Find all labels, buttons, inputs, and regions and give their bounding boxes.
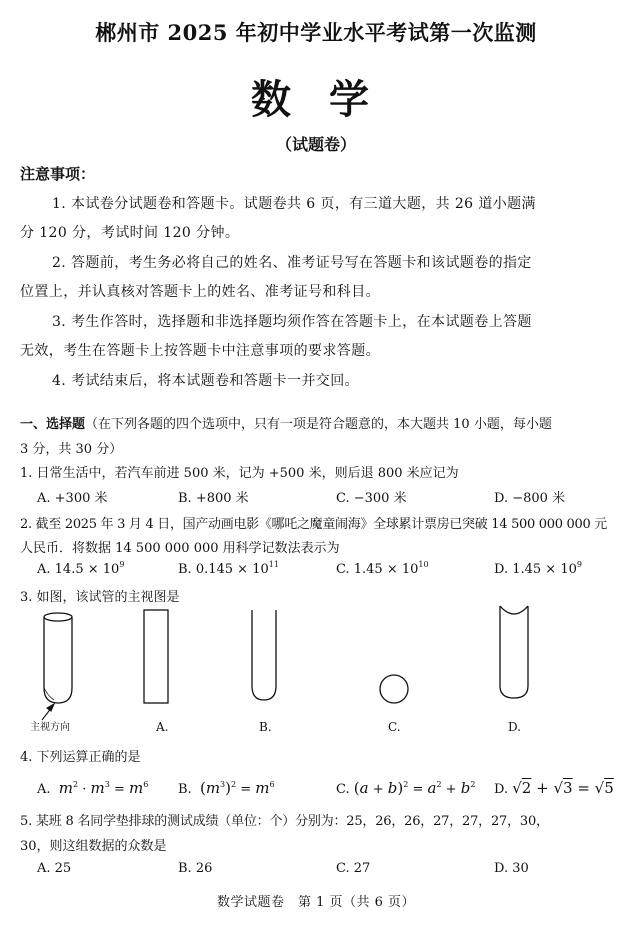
q1-option-c: C. −300 米 <box>336 491 407 506</box>
q5-option-b: B. 26 <box>178 861 213 876</box>
section-description: （在下列各题的四个选项中，只有一项是符合题意的，本大题共 10 小题，每小题 <box>85 417 552 432</box>
option-c-circle-view <box>374 672 414 708</box>
option-b-tube-view <box>244 606 284 706</box>
q2-option-a: A. $14.5 \times 10^9$ <box>37 560 125 577</box>
notice-line: 位置上，并认真核对答题卡上的姓名、准考证号和科目。 <box>20 284 380 300</box>
q4-option-c: C. $(a + b)^2 = a^2 + b^2$ <box>336 779 476 797</box>
option-d-tube-with-rim-view <box>494 600 534 704</box>
notice-line: 1. 本试卷分试题卷和答题卡。试题卷共 6 页，有三道大题，共 26 道小题满 <box>52 196 536 212</box>
q5-option-c: C. 27 <box>336 861 371 876</box>
q1-option-b: B. +800 米 <box>178 491 249 506</box>
question-2-stem: 2. 截至 2025 年 3 月 4 日，国产动画电影《哪吒之魔童闹海》全球累计票房已突破 14 500 000 000 元 <box>20 517 607 532</box>
section-description-cont: 3 分，共 30 分） <box>20 442 123 457</box>
subject-title: 数 学 <box>251 77 381 123</box>
exam-title: 郴州市 2025 年初中学业水平考试第一次监测 <box>95 20 537 45</box>
section-heading <box>20 413 552 432</box>
q2-option-b: B. $0.145 \times 10^{11}$ <box>178 560 279 577</box>
question-4-stem: 4. 下列运算正确的是 <box>20 750 141 765</box>
question-5-stem-cont: 30，则这组数据的众数是 <box>20 839 167 854</box>
q3-option-a-label: A. <box>156 720 169 734</box>
page-footer: 数学试题卷 第 1 页（共 6 页） <box>216 895 416 910</box>
q2-option-d: D. $1.45 \times 10^9$ <box>494 560 582 577</box>
q1-option-a: A. +300 米 <box>37 491 108 506</box>
q5-option-d: D. 30 <box>494 861 529 876</box>
q4-option-d: D. √2 + √3 = √5 <box>494 779 614 797</box>
q4-option-a: A. $m^2 \cdot m^3 = m^6$ <box>37 779 149 797</box>
question-3-stem: 3. 如图，该试管的主视图是 <box>20 590 180 605</box>
q1-option-d: D. −800 米 <box>494 491 566 506</box>
notice-line: 2. 答题前，考生务必将自己的姓名、准考证号写在答题卡和该试题卷的指定 <box>52 255 532 271</box>
q4-option-b: B. $(m^3)^2 = m^6$ <box>178 779 275 797</box>
q2-option-c: C. $1.45 \times 10^{10}$ <box>336 560 429 577</box>
test-tube-3d-figure <box>28 606 88 724</box>
section-title: 一、选择题 <box>20 417 86 432</box>
q3-option-b-label: B. <box>259 720 272 734</box>
view-direction-label: 主视方向 <box>30 722 70 733</box>
notice-line: 无效，考生在答题卡上按答题卡中注意事项的要求答题。 <box>20 343 380 359</box>
q5-option-a: A. 25 <box>37 861 72 876</box>
question-5-stem: 5. 某班 8 名同学垫排球的测试成绩（单位：个）分别为：25，26，26，27，27，27，30， <box>20 814 549 829</box>
q3-option-d-label: D. <box>508 720 522 734</box>
option-a-rectangle-view <box>136 606 176 706</box>
q3-option-c-label: C. <box>388 720 401 734</box>
question-2-stem-cont: 人民币．将数据 14 500 000 000 用科学记数法表示为 <box>20 541 340 556</box>
paper-type: （试题卷） <box>275 135 356 154</box>
notice-line: 4. 考试结束后，将本试题卷和答题卡一并交回。 <box>52 373 360 389</box>
notice-line: 3. 考生作答时，选择题和非选择题均须作答在答题卡上，在本试题卷上答题 <box>52 314 532 330</box>
notice-heading: 注意事项： <box>20 165 96 183</box>
question-1-stem: 1. 日常生活中，若汽车前进 500 米，记为 +500 米，则后退 800 米应记为 <box>20 466 459 481</box>
notice-line: 分 120 分，考试时间 120 分钟。 <box>20 225 240 241</box>
